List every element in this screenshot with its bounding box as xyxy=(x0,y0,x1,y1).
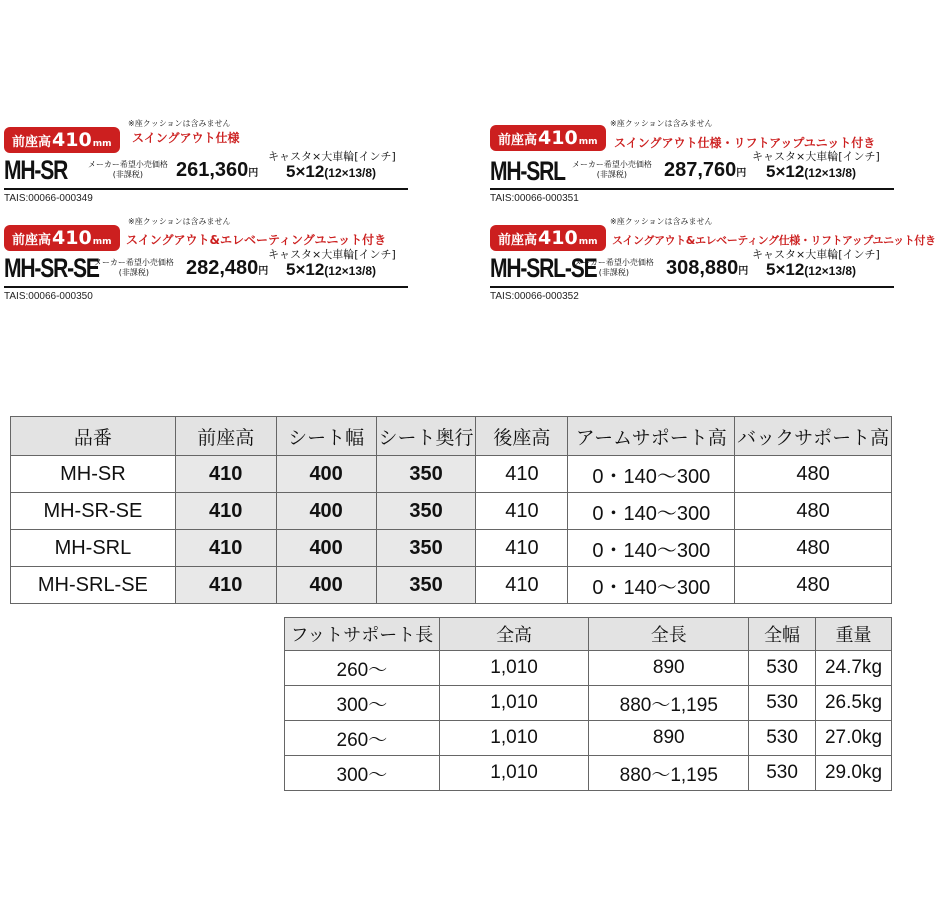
cell-overall-width: 530 xyxy=(749,756,816,791)
cell-overall-width: 530 xyxy=(749,686,816,721)
cell-seat-depth: 350 xyxy=(376,530,476,567)
price xyxy=(664,158,746,186)
price xyxy=(176,158,258,186)
model-name: MH-SR-SE xyxy=(4,253,99,283)
price-label-line-1: メーカー希望小売価格 xyxy=(572,160,652,169)
caster-label: キャスタ×大車輪[インチ] xyxy=(752,150,880,163)
cell-foot-support-length: 300〜 xyxy=(285,756,440,791)
header-seat-width: シート幅 xyxy=(276,417,376,456)
tais-code: TAIS:00066-000349 xyxy=(4,193,93,204)
divider-rule xyxy=(490,188,894,190)
header-foot-support-length: フットサポート長 xyxy=(285,618,440,651)
feature-text: スイングアウト仕様 xyxy=(132,131,240,145)
price-value: 282,480 xyxy=(186,257,259,279)
cushion-note: ※座クッションは含みません xyxy=(610,119,713,128)
price-label-line-1: メーカー希望小売価格 xyxy=(574,258,654,267)
table-row xyxy=(285,686,892,721)
price-value: 261,360 xyxy=(176,159,249,181)
cell-rear-seat-height: 410 xyxy=(476,567,568,604)
caster-sub: (12×13/8) xyxy=(804,264,856,278)
badge-label: 前座高 xyxy=(12,233,52,248)
caster-size xyxy=(286,162,376,182)
table-row xyxy=(11,493,892,530)
header-model-number: 品番 xyxy=(11,417,176,456)
caster-main: 5×12 xyxy=(286,162,325,181)
cell-overall-length: 880〜1,195 xyxy=(589,756,749,791)
caster-size xyxy=(286,260,376,280)
cell-overall-height: 1,010 xyxy=(439,651,589,686)
header-overall-width: 全幅 xyxy=(749,618,816,651)
cell-seat-width: 400 xyxy=(276,456,376,493)
cell-model: MH-SRL-SE xyxy=(11,567,176,604)
divider-rule xyxy=(4,286,408,288)
product-card-mh-srl xyxy=(490,118,894,216)
cell-backrest-height: 480 xyxy=(735,567,892,604)
cell-weight: 29.0kg xyxy=(816,756,892,791)
cell-seat-depth: 350 xyxy=(376,567,476,604)
product-card-mh-srl-se xyxy=(490,216,936,314)
cell-weight: 27.0kg xyxy=(816,721,892,756)
header-armrest-height: アームサポート高 xyxy=(568,417,735,456)
cell-overall-width: 530 xyxy=(749,651,816,686)
caster-label: キャスタ×大車輪[インチ] xyxy=(752,248,880,261)
badge-unit: mm xyxy=(92,237,112,247)
cell-seat-depth: 350 xyxy=(376,456,476,493)
badge-label: 前座高 xyxy=(498,133,538,148)
cell-foot-support-length: 260〜 xyxy=(285,651,440,686)
cell-rear-seat-height: 410 xyxy=(476,530,568,567)
caster-main: 5×12 xyxy=(766,260,805,279)
badge-unit: mm xyxy=(578,237,598,247)
price-label-line-2: (非課税) xyxy=(118,268,150,277)
cell-overall-length: 890 xyxy=(589,721,749,756)
tais-code: TAIS:00066-000351 xyxy=(490,193,579,204)
caster-label: キャスタ×大車輪[インチ] xyxy=(268,150,396,163)
cell-front-seat-height: 410 xyxy=(175,530,276,567)
table-header-row xyxy=(285,618,892,651)
table-row xyxy=(11,530,892,567)
header-weight: 重量 xyxy=(816,618,892,651)
cell-seat-depth: 350 xyxy=(376,493,476,530)
header-overall-length: 全長 xyxy=(589,618,749,651)
price xyxy=(186,256,268,284)
cell-model: MH-SR-SE xyxy=(11,493,176,530)
cushion-note: ※座クッションは含みません xyxy=(610,217,713,226)
table-row xyxy=(285,651,892,686)
seat-height-badge xyxy=(4,225,120,251)
cell-front-seat-height: 410 xyxy=(175,456,276,493)
cell-overall-width: 530 xyxy=(749,721,816,756)
caster-sub: (12×13/8) xyxy=(324,166,376,180)
table-row xyxy=(285,721,892,756)
spec-table-dimensions xyxy=(10,416,892,604)
product-card-mh-sr-se xyxy=(4,216,408,314)
price-value: 308,880 xyxy=(666,257,739,279)
price-label-line-1: メーカー希望小売価格 xyxy=(94,258,174,267)
cell-seat-width: 400 xyxy=(276,567,376,604)
seat-height-badge xyxy=(490,125,606,151)
cell-armrest-height: 0・140〜300 xyxy=(568,567,735,604)
table-row xyxy=(11,456,892,493)
cell-overall-length: 890 xyxy=(589,651,749,686)
cushion-note: ※座クッションは含みません xyxy=(128,119,231,128)
product-card-mh-sr xyxy=(4,118,408,216)
price-unit: 円 xyxy=(736,168,747,179)
cell-armrest-height: 0・140〜300 xyxy=(568,456,735,493)
caster-main: 5×12 xyxy=(766,162,805,181)
model-name: MH-SRL-SE xyxy=(490,253,597,283)
cell-overall-height: 1,010 xyxy=(439,721,589,756)
feature-text: スイングアウト&エレベーティングユニット付き xyxy=(126,233,387,247)
feature-text: スイングアウト&エレベーティング仕様・リフトアップユニット付き xyxy=(612,234,936,247)
price-label xyxy=(574,258,654,278)
cell-foot-support-length: 260〜 xyxy=(285,721,440,756)
cell-rear-seat-height: 410 xyxy=(476,456,568,493)
badge-value: 410 xyxy=(538,227,578,249)
header-overall-height: 全高 xyxy=(439,618,589,651)
cell-armrest-height: 0・140〜300 xyxy=(568,530,735,567)
cell-backrest-height: 480 xyxy=(735,493,892,530)
tais-code: TAIS:00066-000350 xyxy=(4,291,93,302)
cell-model: MH-SR xyxy=(11,456,176,493)
header-front-seat-height: 前座高 xyxy=(175,417,276,456)
cell-overall-height: 1,010 xyxy=(439,756,589,791)
badge-value: 410 xyxy=(538,127,578,149)
price-label-line-2: (非課税) xyxy=(596,170,628,179)
cell-weight: 26.5kg xyxy=(816,686,892,721)
badge-value: 410 xyxy=(52,129,92,151)
cell-seat-width: 400 xyxy=(276,493,376,530)
cell-model: MH-SRL xyxy=(11,530,176,567)
cell-front-seat-height: 410 xyxy=(175,567,276,604)
price-label-line-2: (非課税) xyxy=(112,170,144,179)
cell-overall-length: 880〜1,195 xyxy=(589,686,749,721)
cell-weight: 24.7kg xyxy=(816,651,892,686)
divider-rule xyxy=(490,286,894,288)
model-name: MH-SRL xyxy=(490,156,565,186)
spec-table-overall xyxy=(284,617,892,791)
model-name: MH-SR xyxy=(4,155,68,185)
header-seat-depth: シート奥行 xyxy=(376,417,476,456)
badge-value: 410 xyxy=(52,227,92,249)
caster-label: キャスタ×大車輪[インチ] xyxy=(268,248,396,261)
caster-sub: (12×13/8) xyxy=(324,264,376,278)
price-label xyxy=(572,160,652,180)
cell-rear-seat-height: 410 xyxy=(476,493,568,530)
price-label-line-2: (非課税) xyxy=(598,268,630,277)
header-backrest-height: バックサポート高 xyxy=(735,417,892,456)
divider-rule xyxy=(4,188,408,190)
cushion-note: ※座クッションは含みません xyxy=(128,217,231,226)
price-label xyxy=(94,258,174,278)
badge-label: 前座高 xyxy=(12,135,52,150)
table-header-row xyxy=(11,417,892,456)
badge-unit: mm xyxy=(92,139,112,149)
price-unit: 円 xyxy=(258,266,269,277)
tais-code: TAIS:00066-000352 xyxy=(490,291,579,302)
badge-label: 前座高 xyxy=(498,233,538,248)
feature-text: スイングアウト仕様・リフトアップユニット付き xyxy=(614,136,876,150)
caster-size xyxy=(766,162,856,182)
price-value: 287,760 xyxy=(664,159,737,181)
seat-height-badge xyxy=(4,127,120,153)
cell-armrest-height: 0・140〜300 xyxy=(568,493,735,530)
price xyxy=(666,256,748,284)
caster-main: 5×12 xyxy=(286,260,325,279)
table-row xyxy=(11,567,892,604)
price-label xyxy=(88,160,168,180)
badge-unit: mm xyxy=(578,137,598,147)
cell-seat-width: 400 xyxy=(276,530,376,567)
seat-height-badge xyxy=(490,225,606,251)
cell-foot-support-length: 300〜 xyxy=(285,686,440,721)
header-rear-seat-height: 後座高 xyxy=(476,417,568,456)
cell-front-seat-height: 410 xyxy=(175,493,276,530)
caster-size xyxy=(766,260,856,280)
caster-sub: (12×13/8) xyxy=(804,166,856,180)
cell-overall-height: 1,010 xyxy=(439,686,589,721)
cell-backrest-height: 480 xyxy=(735,530,892,567)
table-row xyxy=(285,756,892,791)
price-unit: 円 xyxy=(738,266,749,277)
price-label-line-1: メーカー希望小売価格 xyxy=(88,160,168,169)
cell-backrest-height: 480 xyxy=(735,456,892,493)
price-unit: 円 xyxy=(248,168,259,179)
